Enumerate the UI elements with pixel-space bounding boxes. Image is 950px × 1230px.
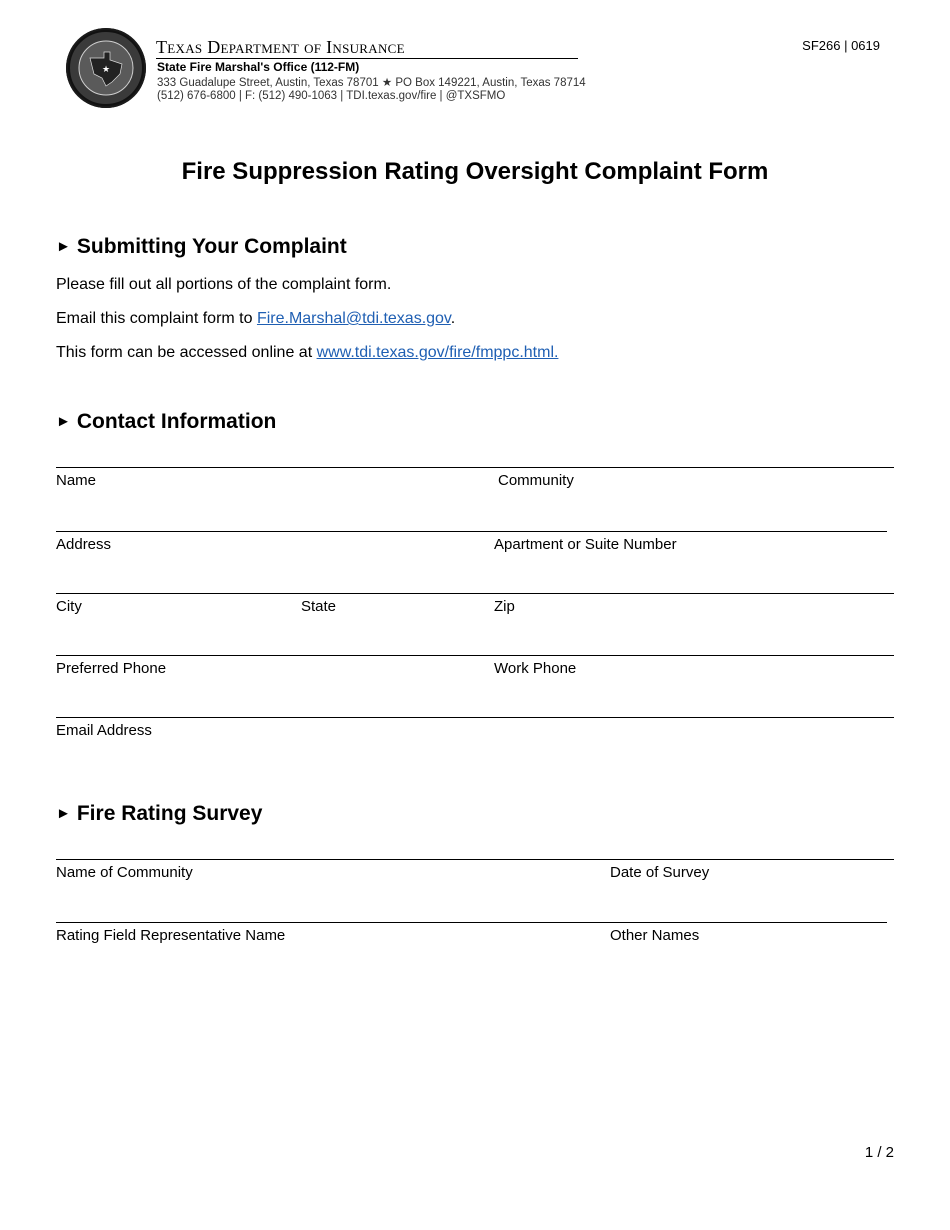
survey-date-label: Date of Survey (610, 864, 710, 881)
representative-line[interactable] (56, 922, 887, 923)
name-community-line[interactable] (56, 467, 894, 468)
section-survey-heading: Fire Rating Survey (76, 802, 263, 825)
representative-name-label: Rating Field Representative Name (56, 927, 286, 944)
preferred-phone-label: Preferred Phone (56, 660, 167, 677)
section-submitting-heading: Submitting Your Complaint (76, 235, 347, 258)
website-link[interactable]: www.tdi.texas.gov/fire/fmppc.html. (316, 344, 559, 361)
section-survey (56, 802, 262, 826)
office-contact: (512) 676-6800 | F: (512) 490-1063 | TDI.texas.gov/fire | @TXSFMO (157, 90, 506, 102)
city-state-zip-line[interactable] (56, 593, 894, 594)
section-contact-heading: Contact Information (76, 410, 277, 433)
department-rule (156, 58, 578, 59)
section-contact (56, 410, 276, 434)
other-names-label: Other Names (610, 927, 700, 944)
instruction-fill-out: Please fill out all portions of the complaint form. (56, 276, 392, 293)
instruction-online-prefix: This form can be accessed online at (56, 344, 317, 361)
instruction-email-prefix: Email this complaint form to (56, 310, 257, 327)
instruction-email-suffix: . (450, 310, 456, 327)
office-address: 333 Guadalupe Street, Austin, Texas 78701 ★ PO Box 149221, Austin, Texas 78714 (157, 77, 586, 89)
zip-label: Zip (494, 598, 515, 615)
department-name: Texas Department of Insurance (156, 37, 405, 57)
address-label: Address (56, 536, 112, 553)
triangle-icon: ► (56, 413, 71, 430)
instruction-online (56, 344, 558, 362)
seal-icon (66, 28, 146, 108)
svg-text:★: ★ (101, 64, 111, 74)
triangle-icon: ► (56, 238, 71, 255)
city-label: City (56, 598, 82, 615)
tdi-seal (66, 28, 146, 108)
address-line[interactable] (56, 531, 887, 532)
apartment-label: Apartment or Suite Number (494, 536, 677, 553)
community-date-line[interactable] (56, 859, 894, 860)
triangle-icon: ► (56, 805, 71, 822)
instruction-email (56, 310, 455, 328)
state-label: State (301, 598, 337, 615)
phone-line[interactable] (56, 655, 894, 656)
name-label: Name (56, 472, 97, 489)
email-link[interactable]: Fire.Marshal@tdi.texas.gov (256, 310, 451, 327)
community-name-label: Name of Community (56, 864, 193, 881)
form-number: SF266 | 0619 (802, 38, 880, 53)
section-submitting (56, 235, 347, 259)
work-phone-label: Work Phone (494, 660, 577, 677)
page-title: Fire Suppression Rating Oversight Complaint Form (181, 158, 769, 185)
community-label: Community (498, 472, 574, 489)
email-address-label: Email Address (56, 722, 152, 739)
email-line[interactable] (56, 717, 894, 718)
page-number: 1 / 2 (864, 1144, 894, 1161)
office-name: State Fire Marshal's Office (112-FM) (157, 60, 360, 74)
